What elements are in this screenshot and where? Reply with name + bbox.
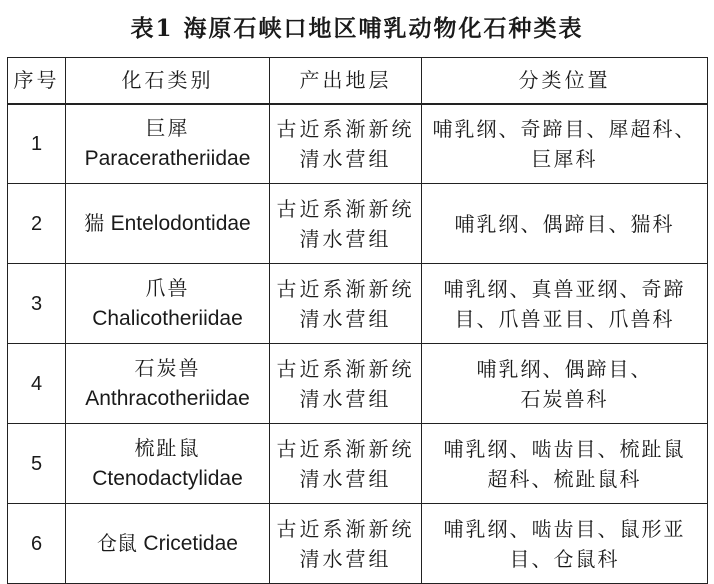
fossil-category-cell <box>66 344 270 424</box>
fossil-name-cn: 巨犀 <box>145 116 190 141</box>
row-index: 5 <box>8 424 66 504</box>
fossil-species-table <box>7 57 708 584</box>
fossil-name-latin: Entelodontidae <box>110 212 251 235</box>
fossil-category-cell <box>66 424 270 504</box>
stratum-line-1: 古近系渐新统 <box>276 516 415 541</box>
classification-line-2: 石炭兽科 <box>520 386 609 411</box>
stratum-line-2: 清水营组 <box>299 226 392 251</box>
stratum-cell <box>270 184 422 264</box>
classification-cell <box>422 264 708 344</box>
stratum-line-2: 清水营组 <box>299 306 392 331</box>
classification-cell <box>422 104 708 184</box>
stratum-line-1: 古近系渐新统 <box>276 436 415 461</box>
stratum-cell <box>270 104 422 184</box>
table-row <box>8 264 708 344</box>
row-index: 6 <box>8 504 66 584</box>
classification-line-1: 哺乳纲、奇蹄目、犀超科、 <box>432 116 697 141</box>
fossil-category-cell <box>66 104 270 184</box>
stratum-line-1: 古近系渐新统 <box>276 196 415 221</box>
table-title: 表1 海原石峡口地区哺乳动物化石种类表 <box>130 15 584 42</box>
table-row <box>8 104 708 184</box>
classification-cell <box>422 184 708 264</box>
fossil-category-cell <box>66 184 270 264</box>
fossil-name-latin: Chalicotheriidae <box>92 307 243 330</box>
row-index: 3 <box>8 264 66 344</box>
table-header-row <box>8 58 708 104</box>
stratum-line-2: 清水营组 <box>299 146 392 171</box>
classification-line-2: 目、爪兽亚目、爪兽科 <box>454 306 675 331</box>
row-index: 1 <box>8 104 66 184</box>
table-row <box>8 424 708 504</box>
fossil-name-cn: 爪兽 <box>145 276 190 300</box>
stratum-cell <box>270 264 422 344</box>
fossil-name-latin: Ctenodactylidae <box>92 467 243 490</box>
stratum-cell <box>270 424 422 504</box>
fossil-name-cn: 猯 <box>84 211 105 235</box>
table-row <box>8 504 708 584</box>
fossil-category-cell <box>66 504 270 584</box>
fossil-name-latin: Paraceratheriidae <box>84 147 251 171</box>
fossil-name-cn: 仓鼠 <box>97 531 138 555</box>
header-category: 化石类别 <box>66 58 270 104</box>
fossil-name-cn: 石炭兽 <box>134 356 201 380</box>
classification-line-1: 哺乳纲、真兽亚纲、奇蹄 <box>443 276 686 301</box>
stratum-cell <box>270 344 422 424</box>
fossil-name-latin: Anthracotheriidae <box>85 387 250 410</box>
classification-cell <box>422 424 708 504</box>
classification-line-2: 超科、梳趾鼠科 <box>487 466 642 491</box>
classification-cell <box>422 344 708 424</box>
stratum-line-1: 古近系渐新统 <box>276 116 415 141</box>
classification-line-2: 目、仓鼠科 <box>509 546 620 571</box>
header-index: 序号 <box>8 58 66 104</box>
stratum-line-2: 清水营组 <box>299 386 392 411</box>
fossil-category-cell <box>66 264 270 344</box>
header-classification: 分类位置 <box>422 58 708 104</box>
row-index: 2 <box>8 184 66 264</box>
stratum-line-1: 古近系渐新统 <box>276 356 415 381</box>
stratum-line-1: 古近系渐新统 <box>276 276 415 301</box>
table-row <box>8 344 708 424</box>
table-row <box>8 184 708 264</box>
classification-line-1: 哺乳纲、啮齿目、梳趾鼠 <box>443 436 686 461</box>
fossil-name-cn: 梳趾鼠 <box>134 436 201 460</box>
classification-line-1: 哺乳纲、偶蹄目、 <box>476 356 653 381</box>
stratum-line-2: 清水营组 <box>299 466 392 491</box>
classification-line-1: 哺乳纲、偶蹄目、猯科 <box>454 211 675 236</box>
stratum-cell <box>270 504 422 584</box>
classification-line-1: 哺乳纲、啮齿目、鼠形亚 <box>443 516 686 541</box>
classification-cell <box>422 504 708 584</box>
classification-line-2: 巨犀科 <box>531 146 598 171</box>
row-index: 4 <box>8 344 66 424</box>
header-layer: 产出地层 <box>270 58 422 104</box>
fossil-name-latin: Cricetidae <box>143 532 238 555</box>
stratum-line-2: 清水营组 <box>299 546 392 571</box>
